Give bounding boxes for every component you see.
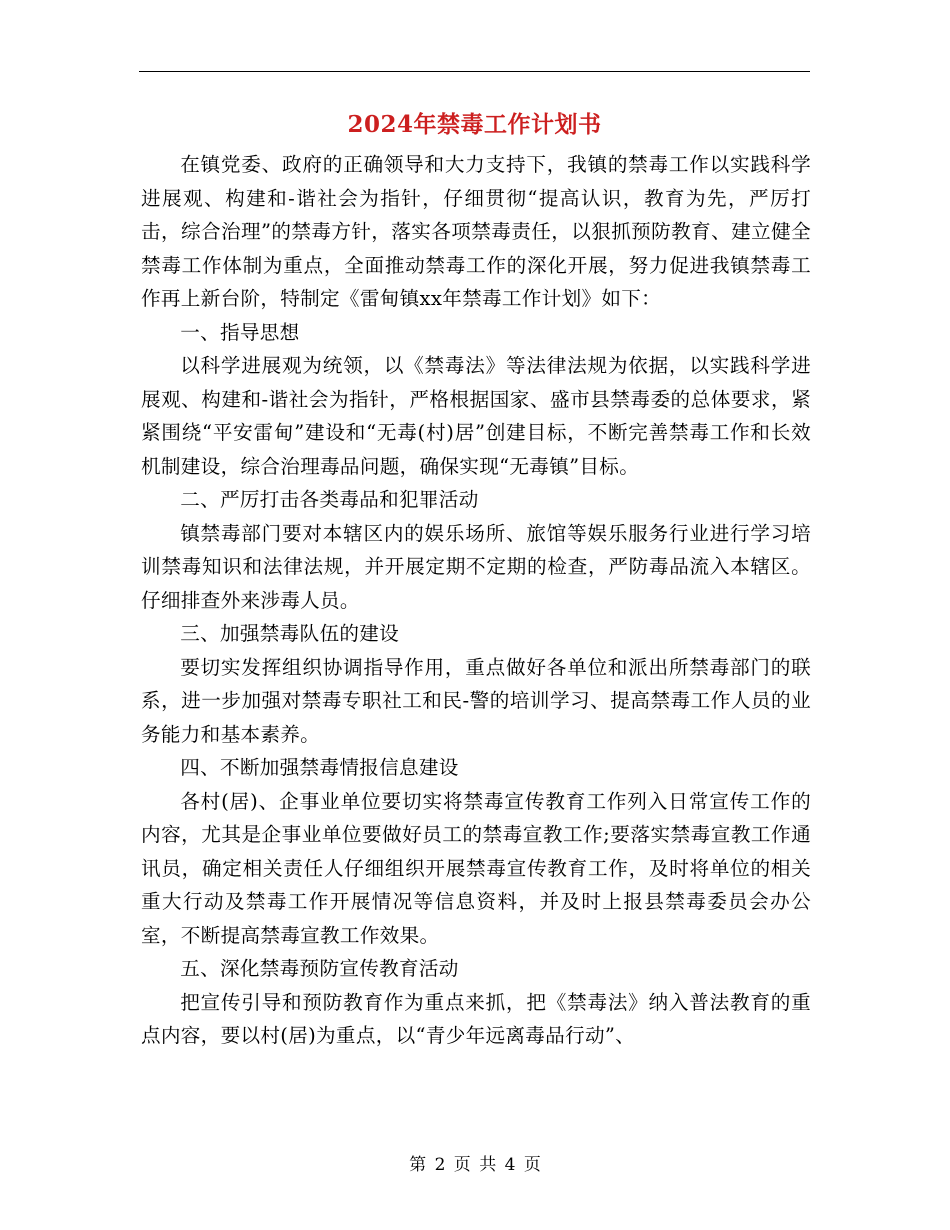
section-heading-5: 五、深化禁毒预防宣传教育活动 (180, 957, 459, 980)
section-paragraph-5: 把宣传引导和预防教育作为重点来抓，把《禁毒法》纳入普法教育的重点内容，要以村(居)为重点，以“青少年远离毒品行动”、 (141, 990, 811, 1047)
intro-paragraph: 在镇党委、政府的正确领导和大力支持下，我镇的禁毒工作以实践科学进展观、构建和-谐社会为指针，仔细贯彻“提高认识，教育为先，严厉打击，综合治理”的禁毒方针，落实各项禁毒责任，以狠抓预防教育、建立健全禁毒工作体制为重点，全面推动禁毒工作的深化开展，努力促进我镇禁毒工作再上新台阶，特制定《雷甸镇xx年禁毒工作计划》如下： (141, 153, 811, 310)
section-paragraph-4: 各村(居)、企事业单位要切实将禁毒宣传教育工作列入日常宣传工作的内容，尤其是企事业单位要做好员工的禁毒宣教工作;要落实禁毒宣教工作通讯员，确定相关责任人仔细组织开展禁毒宣传教育工作，及时将单位的相关重大行动及禁毒工作开展情况等信息资料，并及时上报县禁毒委员会办公室，不断提高禁毒宣教工作效果。 (141, 789, 811, 947)
section-heading-3: 三、加强禁毒队伍的建设 (180, 622, 400, 645)
section-paragraph-3: 要切实发挥组织协调指导作用，重点做好各单位和派出所禁毒部门的联系，进一步加强对禁毒专职社工和民-警的培训学习、提高禁毒工作人员的业务能力和基本素养。 (141, 655, 811, 746)
section-paragraph-2: 镇禁毒部门要对本辖区内的娱乐场所、旅馆等娱乐服务行业进行学习培训禁毒知识和法律法规，并开展定期不定期的检查，严防毒品流入本辖区。仔细排查外来涉毒人员。 (141, 521, 811, 612)
section-heading-2: 二、严厉打击各类毒品和犯罪活动 (180, 488, 479, 511)
section-heading-4: 四、不断加强禁毒情报信息建设 (180, 756, 459, 779)
header-rule (139, 71, 810, 72)
section-paragraph-1: 以科学进展观为统领，以《禁毒法》等法律法规为依据，以实践科学进展观、构建和-谐社会为指针，严格根据国家、盛市县禁毒委的总体要求，紧紧围绕“平安雷甸”建设和“无毒(村)居”创建目标，不断完善禁毒工作和长效机制建设，综合治理毒品问题，确保实现“无毒镇”目标。 (141, 354, 811, 478)
section-heading-1: 一、指导思想 (180, 320, 300, 344)
document-body (141, 148, 811, 1053)
page-number: 第 2 页 共 4 页 (409, 1155, 541, 1175)
document-title: 2024年禁毒工作计划书 (347, 111, 602, 138)
